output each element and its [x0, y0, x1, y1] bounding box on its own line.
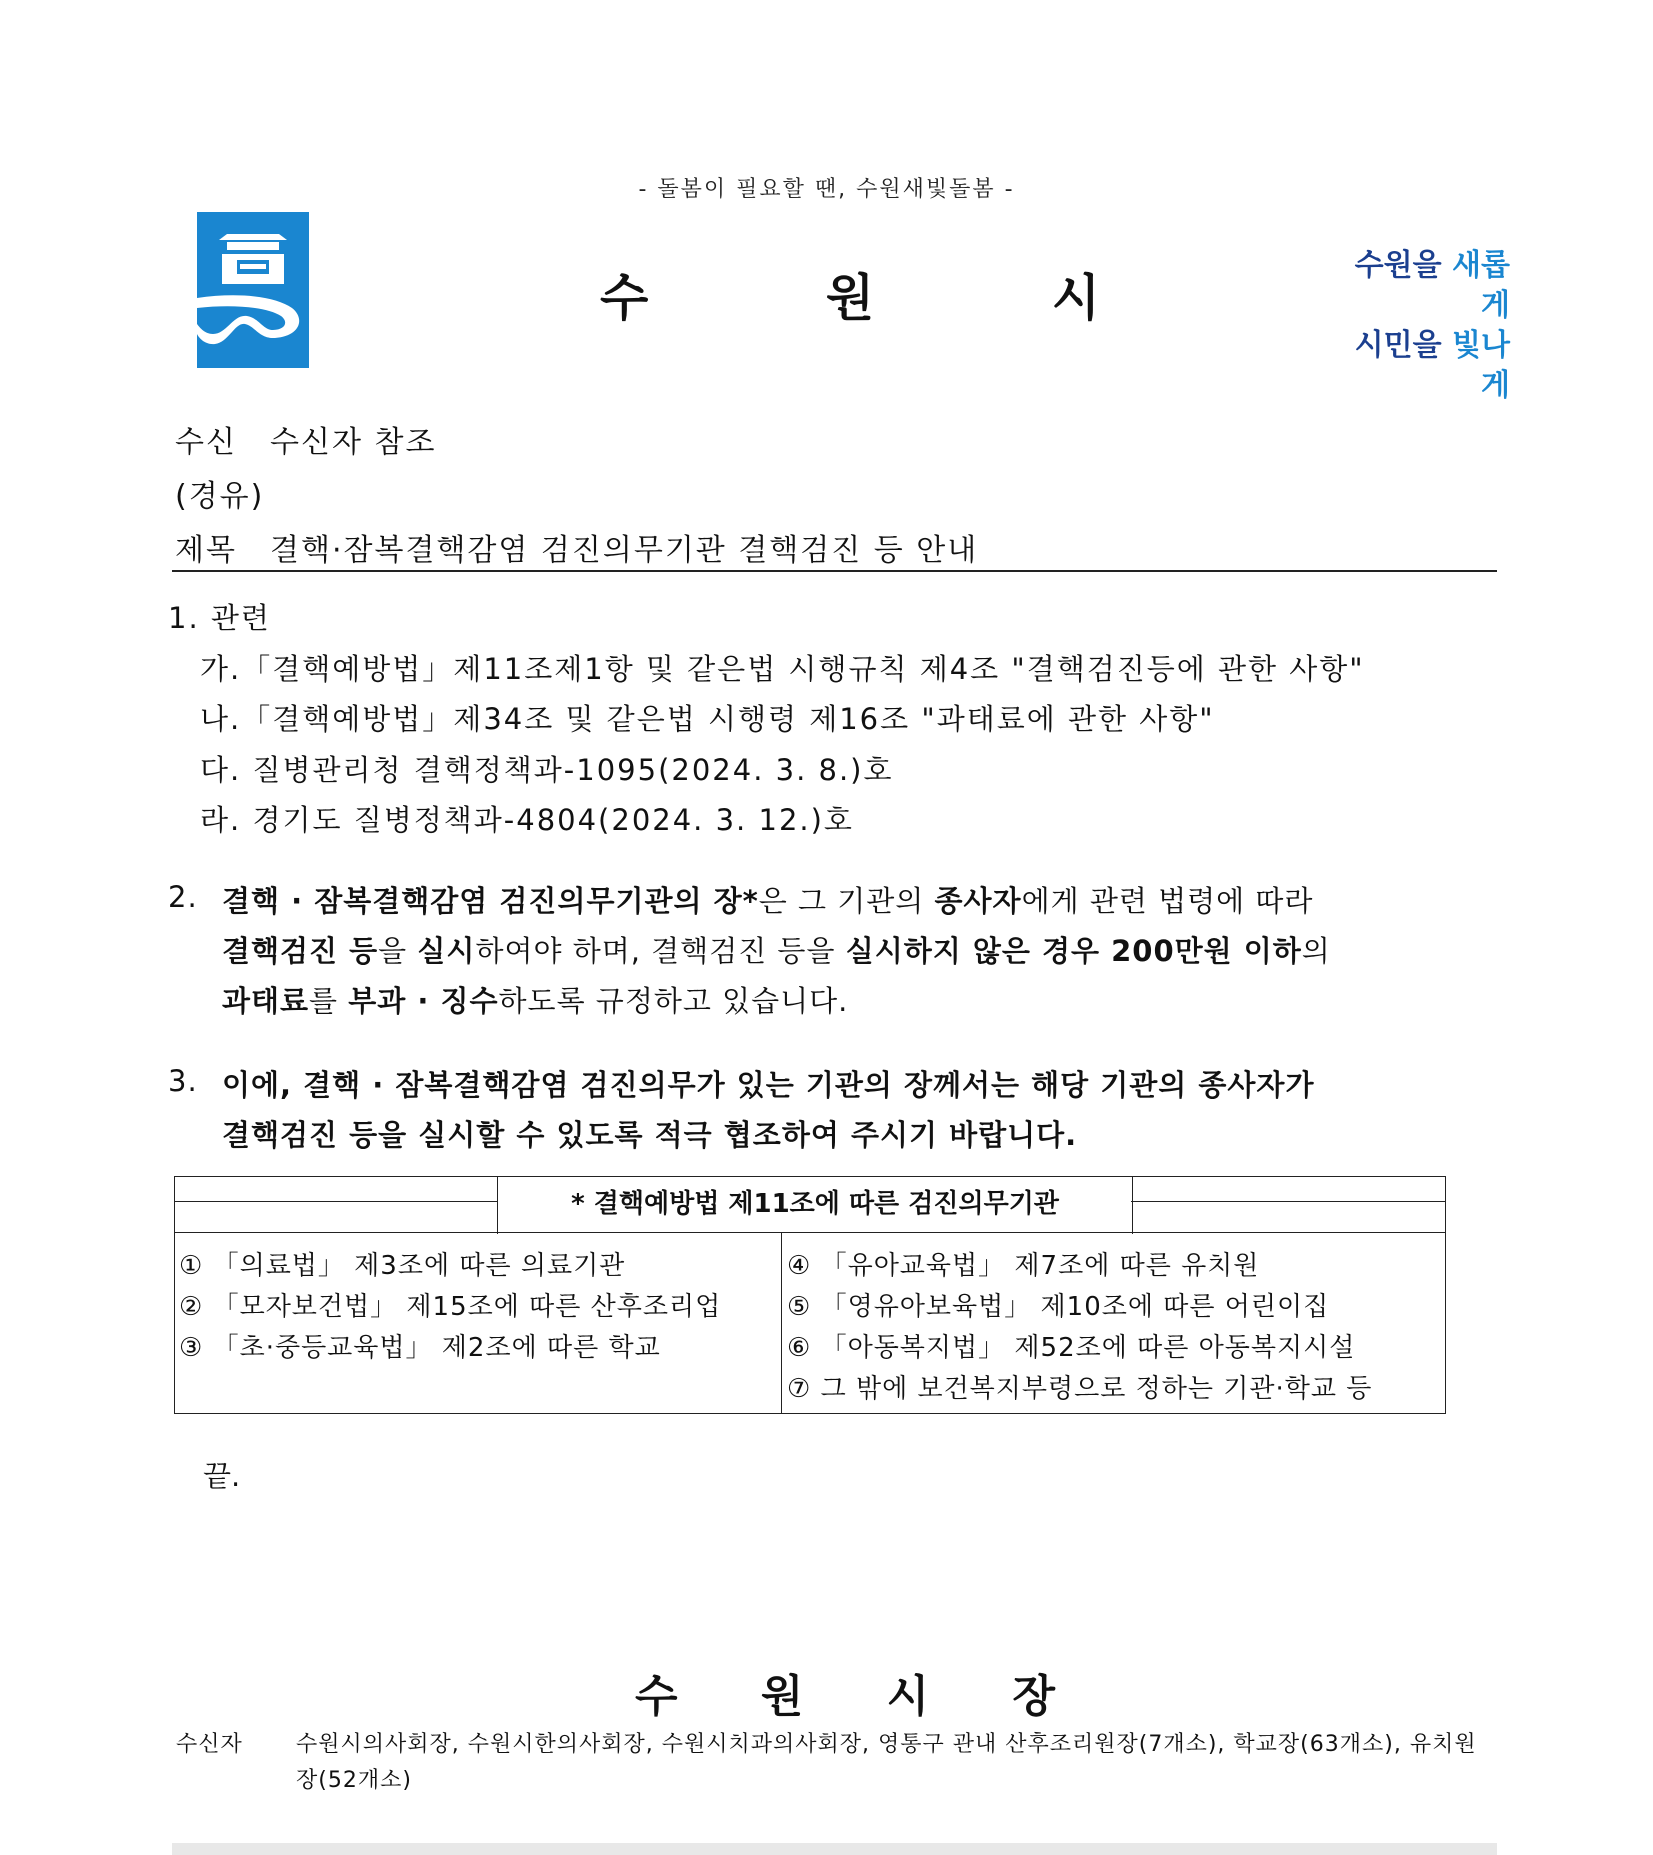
- body-text: 하여야 하며, 결핵검진 등을: [475, 934, 846, 968]
- recipient-label: 수신: [175, 425, 237, 460]
- brand-text-accent: 새롭게: [1452, 248, 1510, 323]
- recipient-line: [175, 417, 436, 461]
- scan-edge: [172, 1843, 1497, 1855]
- signature: [635, 1660, 1055, 1724]
- body-text: 을: [378, 934, 418, 968]
- org-title-char: 원: [825, 269, 875, 327]
- section3-line1: 이에, 결핵 · 잠복결핵감염 검진의무가 있는 기관의 장께서는 해당 기관의 종사자가: [222, 1068, 1315, 1102]
- section1-item: 다. 질병관리청 결핵정책과-1095(2024. 3. 8.)호: [200, 753, 894, 787]
- body-text: 의: [1301, 934, 1331, 968]
- table-item: ① 「의료법」 제3조에 따른 의료기관: [179, 1251, 626, 1281]
- emph-text: 결핵검진 등: [222, 934, 379, 968]
- suwon-city-logo: [197, 212, 309, 368]
- signature-char: 시: [886, 1671, 930, 1722]
- emph-text: 종사자: [934, 884, 1022, 918]
- table-item: ⑦ 그 밖에 보건복지부령으로 정하는 기관·학교 등: [787, 1374, 1373, 1404]
- table-rule: [1131, 1201, 1445, 1202]
- recipients-list: 수원시의사회장, 수원시한의사회장, 수원시치과의사회장, 영통구 관내 산후조리원장(7개소), 학교장(63개소), 유치원장(52개소): [296, 1732, 1477, 1793]
- org-title-char: 수: [600, 269, 649, 327]
- table-header-rule: [175, 1232, 1445, 1233]
- section1-item: 나.「결핵예방법」제34조 및 같은법 시행령 제16조 "과태료에 관한 사항": [200, 702, 1215, 736]
- brand-text: 수원을: [1354, 248, 1453, 283]
- section1-item: 가.「결핵예방법」제11조제1항 및 같은법 시행규칙 제4조 "결핵검진등에 관한 사항": [200, 652, 1365, 686]
- brand-text-accent: 빛나게: [1452, 328, 1510, 403]
- section1-title: 1. 관련: [168, 601, 271, 635]
- signature-char: 장: [1012, 1671, 1055, 1722]
- recipient-value: 수신자 참조: [270, 425, 437, 460]
- section1-item: 라. 경기도 질병정책과-4804(2024. 3. 12.)호: [200, 803, 854, 837]
- slogan: - 돌봄이 필요할 땐, 수원새빛돌봄 -: [638, 177, 1015, 202]
- subject-line: [175, 525, 978, 569]
- signature-char: 원: [760, 1671, 804, 1722]
- section3-line2: 결핵검진 등을 실시할 수 있도록 적극 협조하여 주시기 바랍니다.: [222, 1118, 1078, 1152]
- section2-line1: [222, 879, 1313, 920]
- signature-char: 수: [635, 1671, 678, 1722]
- org-title-char: 시: [1051, 269, 1100, 327]
- table-item: ⑤ 「영유아보육법」 제10조에 따른 어린이집: [787, 1292, 1330, 1322]
- table-rule: [175, 1201, 497, 1202]
- emph-text: 실시하지 않은 경우 200만원 이하: [845, 934, 1302, 968]
- body-text: 에게 관련 법령에 따라: [1021, 884, 1314, 918]
- table-column-divider: [781, 1232, 782, 1413]
- institutions-table: [174, 1176, 1446, 1414]
- emph-text: 실시: [417, 934, 476, 968]
- org-title: [600, 258, 1100, 330]
- header-divider: [172, 570, 1497, 572]
- subject-label: 제목: [175, 533, 237, 568]
- table-item: ② 「모자보건법」 제15조에 따른 산후조리업: [179, 1292, 722, 1322]
- brand-text: 시민을: [1354, 328, 1453, 363]
- body-text: 하도록 규정하고 있습니다.: [498, 984, 849, 1018]
- table-item: ④ 「유아교육법」 제7조에 따른 유치원: [787, 1251, 1260, 1281]
- table-item: ⑥ 「아동복지법」 제52조에 따른 아동복지시설: [787, 1333, 1356, 1363]
- section3-number: 3.: [168, 1064, 198, 1098]
- body-text: 를: [309, 984, 349, 1018]
- subject-value: 결핵·잠복결핵감염 검진의무기관 결핵검진 등 안내: [270, 533, 979, 568]
- section2-number: 2.: [168, 880, 198, 914]
- emph-text: 과태료: [222, 984, 310, 1018]
- via-line: (경유): [175, 479, 265, 514]
- table-header: * 결핵예방법 제11조에 따른 검진의무기관: [497, 1176, 1133, 1234]
- section2-line2: [222, 929, 1331, 970]
- brand-slogan: [1330, 246, 1510, 406]
- table-item: ③ 「초·중등교육법」 제2조에 따른 학교: [179, 1333, 661, 1363]
- section2-line3: [222, 979, 848, 1020]
- emph-text: 부과 · 징수: [348, 984, 499, 1018]
- emph-text: 결핵 · 잠복결핵감염 검진의무기관의 장*: [222, 884, 759, 918]
- body-text: 은 그 기관의: [758, 884, 935, 918]
- recipients-label: 수신자: [176, 1732, 243, 1757]
- end-mark: 끝.: [203, 1459, 241, 1493]
